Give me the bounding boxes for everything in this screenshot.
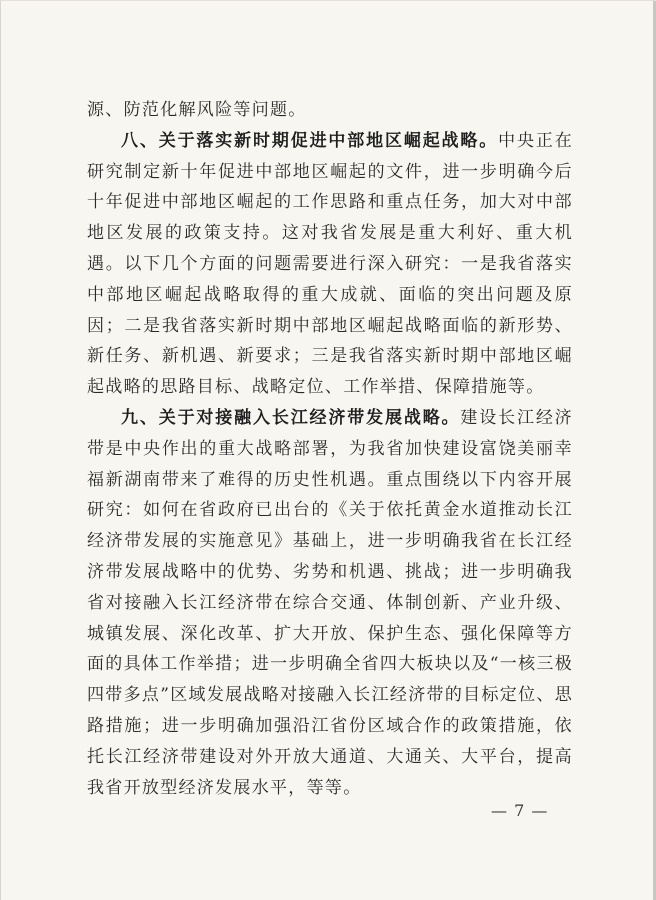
document-body <box>87 95 573 803</box>
paragraph-continuation <box>87 95 573 126</box>
page-number: — 7 — <box>491 801 549 820</box>
paragraph-text: 建设长江经济带是中央作出的重大战略部署，为我省加快建设富饶美丽幸福新湖南带来了难得的历史性机遇。重点围绕以下内容开展研究：如何在省政府已出台的《关于依托黄金水道推动长江经济带发展的实施意见》基础上，进一步明确我省在长江经济带发展战略中的优势、劣势和机遇、挑战；进一步明确我省对接融入长江经济带在综合交通、体制创新、产业升级、城镇发展、深化改革、扩大开放、保护生态、强化保障等方面的具体工作举措；进一步明确全省四大板块以及“一核三极四带多点”区域发展战略对接融入长江经济带的目标定位、思路措施；进一步明确加强沿江省份区域合作的政策措施，依托长江经济带建设对外开放大通道、大通关、大平台，提高我省开放型经济发展水平，等等。 <box>87 407 573 798</box>
paragraph-text: 源、防范化解风险等问题。 <box>87 100 307 120</box>
section-heading: 九、关于对接融入长江经济带发展战略。 <box>121 407 461 428</box>
paragraph-text: 中央正在研究制定新十年促进中部地区崛起的文件，进一步明确今后十年促进中部地区崛起的工作思路和重点任务，加大对中部地区发展的政策支持。这对我省发展是重大利好、重大机遇。以下几个方面的问题需要进行深入研究：一是我省落实中部地区崛起战略取得的重大成就、面临的突出问题及原因；二是我省落实新时期中部地区崛起战略面临的新形势、新任务、新机遇、新要求；三是我省落实新时期中部地区崛起战略的思路目标、战略定位、工作举措、保障措施等。 <box>87 130 574 398</box>
section-nine <box>87 403 573 803</box>
section-heading: 八、关于落实新时期促进中部地区崛起战略。 <box>121 130 499 151</box>
section-eight <box>87 126 573 403</box>
